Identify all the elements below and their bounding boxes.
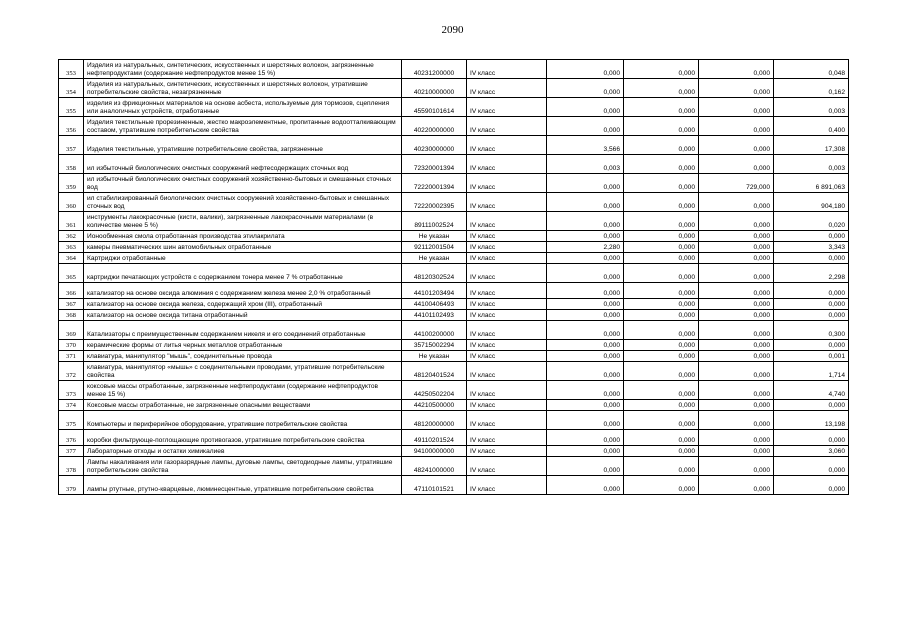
value-col-1: 0,000	[547, 340, 624, 351]
fkko-code: 40231200000	[402, 60, 467, 79]
waste-name: катализатор на основе оксида титана отработанный	[84, 310, 402, 321]
waste-name: Изделия текстильные прорезиненные, жестко макроэлементные, пропитанные водоотталкивающим составом, утратившие потребительские свойства	[84, 117, 402, 136]
row-number: 374	[59, 400, 84, 411]
row-number: 353	[59, 60, 84, 79]
value-col-1: 0,000	[547, 60, 624, 79]
table-row	[59, 253, 849, 264]
waste-name: картриджи печатающих устройств с содержанием тонера менее 7 % отработанные	[84, 264, 402, 283]
table-row	[59, 476, 849, 495]
row-number: 359	[59, 174, 84, 193]
waste-name: Изделия из натуральных, синтетических, искусственных и шерстяных волокон, загрязненные нефтепродуктами (содержание нефтепродуктов менее 15 %)	[84, 60, 402, 79]
value-col-1: 0,000	[547, 351, 624, 362]
value-col-3: 0,000	[699, 446, 774, 457]
value-col-1: 0,000	[547, 310, 624, 321]
value-col-2: 0,000	[624, 136, 699, 155]
table-row	[59, 117, 849, 136]
waste-name: Лампы накаливания или газоразрядные лампы, дуговые лампы, светодиодные лампы, утратившие потребительские свойства	[84, 457, 402, 476]
waste-name: клавиатура, манипулятор "мышь", соединительные провода	[84, 351, 402, 362]
value-col-4: 0,400	[774, 117, 849, 136]
fkko-code: Не указан	[402, 351, 467, 362]
table-row	[59, 283, 849, 299]
value-col-4: 0,000	[774, 476, 849, 495]
row-number: 362	[59, 231, 84, 242]
table-row	[59, 264, 849, 283]
value-col-3: 0,000	[699, 411, 774, 430]
value-col-3: 729,000	[699, 174, 774, 193]
hazard-class: IV класс	[467, 321, 547, 340]
value-col-2: 0,000	[624, 321, 699, 340]
waste-name: Картриджи отработанные	[84, 253, 402, 264]
value-col-2: 0,000	[624, 193, 699, 212]
value-col-4: 0,162	[774, 79, 849, 98]
waste-name: Коксовые массы отработанные, не загрязненные опасными веществами	[84, 400, 402, 411]
value-col-1: 0,000	[547, 98, 624, 117]
value-col-3: 0,000	[699, 242, 774, 253]
value-col-3: 0,000	[699, 362, 774, 381]
fkko-code: 94100000000	[402, 446, 467, 457]
hazard-class: IV класс	[467, 299, 547, 310]
fkko-code: 72220001394	[402, 174, 467, 193]
value-col-3: 0,000	[699, 321, 774, 340]
hazard-class: IV класс	[467, 231, 547, 242]
waste-name: Лабораторные отходы и остатки химикалиев	[84, 446, 402, 457]
waste-name: коксовые массы отработанные, загрязненные нефтепродуктами (содержание нефтепродуктов менее 15 %)	[84, 381, 402, 400]
value-col-4: 0,300	[774, 321, 849, 340]
table-row	[59, 430, 849, 446]
value-col-2: 0,000	[624, 381, 699, 400]
fkko-code: 45590101614	[402, 98, 467, 117]
hazard-class: IV класс	[467, 60, 547, 79]
table-row	[59, 362, 849, 381]
value-col-2: 0,000	[624, 310, 699, 321]
row-number: 375	[59, 411, 84, 430]
fkko-code: 49110201524	[402, 430, 467, 446]
value-col-4: 0,003	[774, 155, 849, 174]
row-number: 357	[59, 136, 84, 155]
value-col-2: 0,000	[624, 253, 699, 264]
value-col-2: 0,000	[624, 174, 699, 193]
value-col-4: 0,048	[774, 60, 849, 79]
hazard-class: IV класс	[467, 174, 547, 193]
hazard-class: IV класс	[467, 155, 547, 174]
value-col-1: 0,003	[547, 155, 624, 174]
table-row	[59, 98, 849, 117]
value-col-1: 0,000	[547, 400, 624, 411]
fkko-code: 44100200000	[402, 321, 467, 340]
table-row	[59, 79, 849, 98]
table-row	[59, 321, 849, 340]
value-col-3: 0,000	[699, 155, 774, 174]
value-col-3: 0,000	[699, 79, 774, 98]
value-col-4: 0,000	[774, 400, 849, 411]
value-col-3: 0,000	[699, 430, 774, 446]
hazard-class: IV класс	[467, 98, 547, 117]
fkko-code: 44101102493	[402, 310, 467, 321]
waste-name: инструменты лакокрасочные (кисти, валики), загрязненные лакокрасочными материалами (в количестве менее 5 %)	[84, 212, 402, 231]
value-col-3: 0,000	[699, 283, 774, 299]
row-number: 360	[59, 193, 84, 212]
table-row	[59, 155, 849, 174]
hazard-class: IV класс	[467, 79, 547, 98]
value-col-1: 0,000	[547, 457, 624, 476]
hazard-class: IV класс	[467, 136, 547, 155]
waste-name: катализатор на основе оксида железа, содержащий хром (III), отработанный	[84, 299, 402, 310]
fkko-code: 44101203494	[402, 283, 467, 299]
value-col-4: 17,308	[774, 136, 849, 155]
value-col-3: 0,000	[699, 117, 774, 136]
row-number: 354	[59, 79, 84, 98]
row-number: 356	[59, 117, 84, 136]
table-row	[59, 136, 849, 155]
table-row	[59, 457, 849, 476]
row-number: 361	[59, 212, 84, 231]
value-col-3: 0,000	[699, 340, 774, 351]
table-row	[59, 231, 849, 242]
value-col-4: 0,000	[774, 231, 849, 242]
value-col-2: 0,000	[624, 299, 699, 310]
table-row	[59, 174, 849, 193]
value-col-1: 0,000	[547, 381, 624, 400]
value-col-1: 0,000	[547, 283, 624, 299]
waste-name: Изделия из натуральных, синтетических, искусственных и шерстяных волокон, утратившие потребительские свойства, незагрязненные	[84, 79, 402, 98]
table-row	[59, 299, 849, 310]
value-col-2: 0,000	[624, 117, 699, 136]
value-col-2: 0,000	[624, 351, 699, 362]
row-number: 378	[59, 457, 84, 476]
row-number: 377	[59, 446, 84, 457]
value-col-2: 0,000	[624, 400, 699, 411]
value-col-3: 0,000	[699, 476, 774, 495]
fkko-code: 72320001394	[402, 155, 467, 174]
value-col-3: 0,000	[699, 98, 774, 117]
hazard-class: IV класс	[467, 411, 547, 430]
hazard-class: IV класс	[467, 400, 547, 411]
hazard-class: IV класс	[467, 362, 547, 381]
value-col-4: 4,740	[774, 381, 849, 400]
table-row	[59, 193, 849, 212]
hazard-class: IV класс	[467, 264, 547, 283]
hazard-class: IV класс	[467, 242, 547, 253]
value-col-2: 0,000	[624, 457, 699, 476]
waste-name: ил стабилизированный биологических очистных сооружений хозяйственно-бытовых и смешанных сточных вод	[84, 193, 402, 212]
value-col-1: 0,000	[547, 362, 624, 381]
value-col-2: 0,000	[624, 98, 699, 117]
hazard-class: IV класс	[467, 212, 547, 231]
hazard-class: IV класс	[467, 351, 547, 362]
fkko-code: 40230000000	[402, 136, 467, 155]
value-col-3: 0,000	[699, 299, 774, 310]
fkko-code: 35715002294	[402, 340, 467, 351]
value-col-3: 0,000	[699, 193, 774, 212]
value-col-2: 0,000	[624, 155, 699, 174]
fkko-code: 40220000000	[402, 117, 467, 136]
value-col-4: 2,298	[774, 264, 849, 283]
waste-name: ил избыточный биологических очистных сооружений нефтесодержащих сточных вод	[84, 155, 402, 174]
value-col-2: 0,000	[624, 60, 699, 79]
fkko-code: 72220002395	[402, 193, 467, 212]
value-col-4: 904,180	[774, 193, 849, 212]
value-col-4: 3,060	[774, 446, 849, 457]
hazard-class: IV класс	[467, 457, 547, 476]
value-col-2: 0,000	[624, 362, 699, 381]
value-col-1: 2,280	[547, 242, 624, 253]
row-number: 367	[59, 299, 84, 310]
fkko-code: Не указан	[402, 231, 467, 242]
value-col-3: 0,000	[699, 212, 774, 231]
table-row	[59, 310, 849, 321]
fkko-code: Не указан	[402, 253, 467, 264]
fkko-code: 44250502204	[402, 381, 467, 400]
fkko-code: 89111002524	[402, 212, 467, 231]
waste-name: изделия из фрикционных материалов на основе асбеста, используемые для тормозов, сцепления или аналогичных устройств, отработанные	[84, 98, 402, 117]
fkko-code: 48120401524	[402, 362, 467, 381]
value-col-1: 0,000	[547, 476, 624, 495]
hazard-class: IV класс	[467, 117, 547, 136]
waste-name: Компьютеры и периферийное оборудование, утратившие потребительские свойства	[84, 411, 402, 430]
value-col-4: 0,000	[774, 340, 849, 351]
hazard-class: IV класс	[467, 430, 547, 446]
row-number: 368	[59, 310, 84, 321]
value-col-1: 0,000	[547, 446, 624, 457]
value-col-1: 0,000	[547, 321, 624, 340]
value-col-3: 0,000	[699, 351, 774, 362]
row-number: 372	[59, 362, 84, 381]
value-col-4: 0,000	[774, 457, 849, 476]
fkko-code: 48120000000	[402, 411, 467, 430]
waste-name: Катализаторы с преимущественным содержанием никеля и его соединений отработанные	[84, 321, 402, 340]
waste-name: Ионообменная смола отработанная производства этилакрилата	[84, 231, 402, 242]
value-col-1: 0,000	[547, 264, 624, 283]
value-col-1: 0,000	[547, 411, 624, 430]
table-row	[59, 446, 849, 457]
waste-name: камеры пневматических шин автомобильных отработанные	[84, 242, 402, 253]
value-col-2: 0,000	[624, 264, 699, 283]
value-col-2: 0,000	[624, 411, 699, 430]
value-col-4: 3,343	[774, 242, 849, 253]
page-number: 2090	[441, 24, 464, 36]
value-col-1: 0,000	[547, 79, 624, 98]
hazard-class: IV класс	[467, 446, 547, 457]
row-number: 364	[59, 253, 84, 264]
value-col-4: 0,003	[774, 98, 849, 117]
value-col-4: 0,000	[774, 253, 849, 264]
hazard-class: IV класс	[467, 283, 547, 299]
fkko-code: 48120302524	[402, 264, 467, 283]
waste-name: катализатор на основе оксида алюминия с содержанием железа менее 2,0 % отработанный	[84, 283, 402, 299]
value-col-3: 0,000	[699, 253, 774, 264]
table-body	[59, 60, 849, 495]
waste-name: лампы ртутные, ртутно-кварцевые, люминесцентные, утратившие потребительские свойства	[84, 476, 402, 495]
table-row	[59, 400, 849, 411]
hazard-class: IV класс	[467, 310, 547, 321]
value-col-2: 0,000	[624, 476, 699, 495]
value-col-2: 0,000	[624, 446, 699, 457]
hazard-class: IV класс	[467, 340, 547, 351]
fkko-code: 40210000000	[402, 79, 467, 98]
row-number: 365	[59, 264, 84, 283]
value-col-1: 0,000	[547, 253, 624, 264]
row-number: 376	[59, 430, 84, 446]
waste-name: клавиатура, манипулятор «мышь» с соединительными проводами, утратившие потребительские свойства	[84, 362, 402, 381]
value-col-4: 0,020	[774, 212, 849, 231]
value-col-3: 0,000	[699, 60, 774, 79]
value-col-1: 0,000	[547, 231, 624, 242]
value-col-4: 0,000	[774, 430, 849, 446]
row-number: 373	[59, 381, 84, 400]
table-row	[59, 60, 849, 79]
row-number: 369	[59, 321, 84, 340]
value-col-1: 0,000	[547, 212, 624, 231]
value-col-3: 0,000	[699, 457, 774, 476]
value-col-4: 0,000	[774, 310, 849, 321]
value-col-2: 0,000	[624, 242, 699, 253]
value-col-4: 0,000	[774, 283, 849, 299]
waste-name: керамические формы от литья черных металлов отработанные	[84, 340, 402, 351]
value-col-3: 0,000	[699, 136, 774, 155]
table-row	[59, 351, 849, 362]
value-col-4: 0,001	[774, 351, 849, 362]
fkko-code: 47110101521	[402, 476, 467, 495]
value-col-3: 0,000	[699, 400, 774, 411]
value-col-1: 0,000	[547, 117, 624, 136]
fkko-code: 48241000000	[402, 457, 467, 476]
value-col-1: 0,000	[547, 193, 624, 212]
value-col-1: 0,000	[547, 299, 624, 310]
hazard-class: IV класс	[467, 381, 547, 400]
value-col-4: 0,000	[774, 299, 849, 310]
table-row	[59, 340, 849, 351]
value-col-3: 0,000	[699, 231, 774, 242]
value-col-3: 0,000	[699, 381, 774, 400]
value-col-2: 0,000	[624, 283, 699, 299]
row-number: 358	[59, 155, 84, 174]
value-col-1: 0,000	[547, 430, 624, 446]
row-number: 366	[59, 283, 84, 299]
value-col-2: 0,000	[624, 340, 699, 351]
value-col-1: 3,566	[547, 136, 624, 155]
table-row	[59, 411, 849, 430]
table-row	[59, 381, 849, 400]
value-col-3: 0,000	[699, 310, 774, 321]
hazard-class: IV класс	[467, 476, 547, 495]
value-col-1: 0,000	[547, 174, 624, 193]
waste-name: Изделия текстильные, утратившие потребительские свойства, загрязненные	[84, 136, 402, 155]
value-col-4: 13,198	[774, 411, 849, 430]
value-col-2: 0,000	[624, 231, 699, 242]
waste-name: коробки фильтрующе-поглощающие противогазов, утратившие потребительские свойства	[84, 430, 402, 446]
value-col-2: 0,000	[624, 430, 699, 446]
value-col-3: 0,000	[699, 264, 774, 283]
waste-table	[58, 59, 849, 495]
fkko-code: 44210500000	[402, 400, 467, 411]
table-row	[59, 212, 849, 231]
row-number: 370	[59, 340, 84, 351]
row-number: 371	[59, 351, 84, 362]
fkko-code: 44100406493	[402, 299, 467, 310]
table-row	[59, 242, 849, 253]
fkko-code: 92112001504	[402, 242, 467, 253]
row-number: 363	[59, 242, 84, 253]
value-col-2: 0,000	[624, 79, 699, 98]
row-number: 355	[59, 98, 84, 117]
value-col-4: 1,714	[774, 362, 849, 381]
value-col-2: 0,000	[624, 212, 699, 231]
hazard-class: IV класс	[467, 253, 547, 264]
hazard-class: IV класс	[467, 193, 547, 212]
value-col-4: 6 891,063	[774, 174, 849, 193]
waste-name: ил избыточный биологических очистных сооружений хозяйственно-бытовых и смешанных сточных вод	[84, 174, 402, 193]
row-number: 379	[59, 476, 84, 495]
